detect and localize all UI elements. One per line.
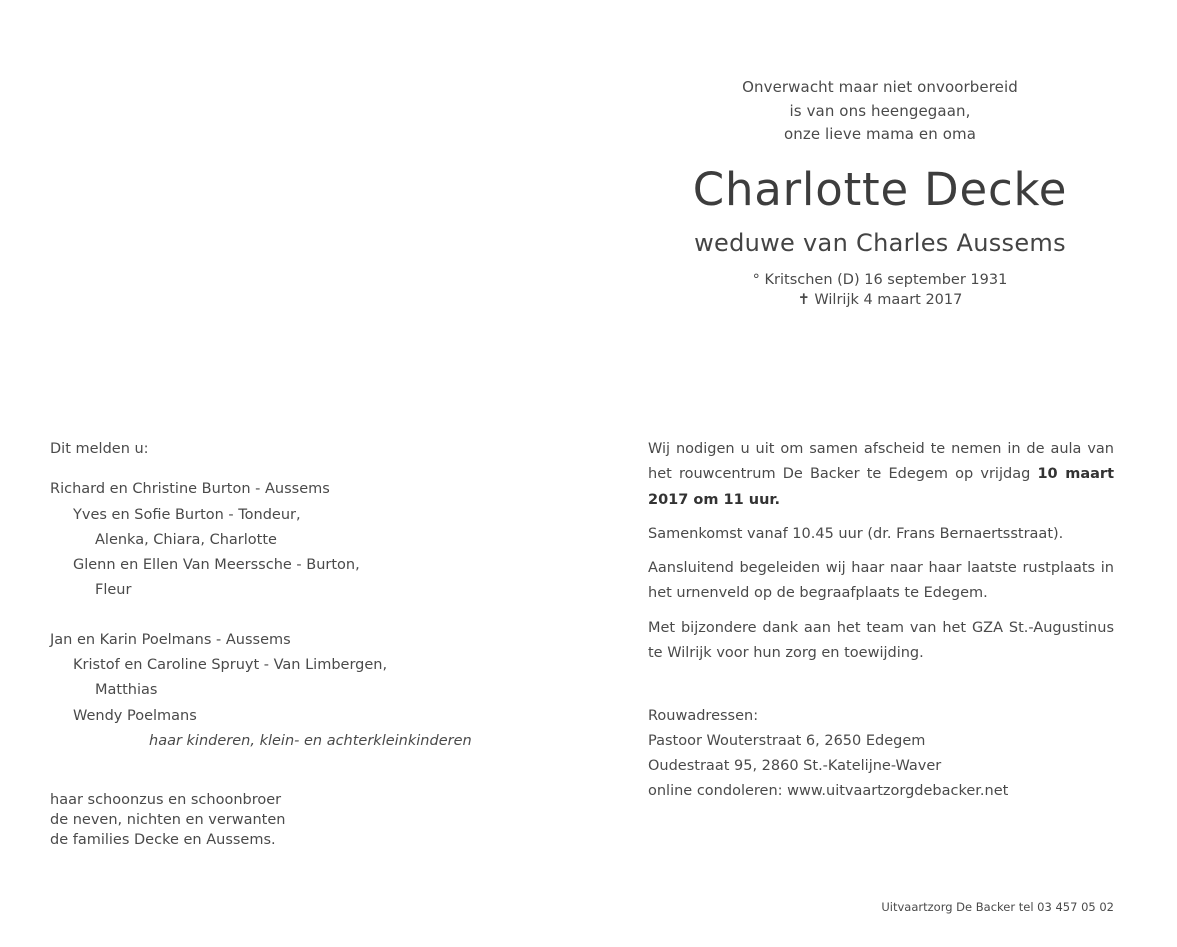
deceased-name: Charlotte Decke [692, 162, 1068, 216]
burial-paragraph: Aansluitend begeleiden wij haar naar haar laatste rustplaats in het urnenveld op de begraafplaats te Edegem. [648, 560, 1114, 602]
mourning-addresses [648, 704, 1114, 804]
child-couple: Yves en Sofie Burton - Tondeur, [73, 506, 301, 523]
cross-icon: ✝ [797, 291, 810, 308]
invitation-paragraph [648, 437, 1114, 513]
address-line: Pastoor Wouterstraat 6, 2650 Edegem [648, 733, 926, 750]
other-relatives: de families Decke en Aussems. [50, 832, 276, 849]
addresses-title: Rouwadressen: [648, 708, 759, 725]
family-head: Jan en Karin Poelmans - Aussems [50, 631, 291, 648]
child-couple: Wendy Poelmans [73, 707, 197, 724]
funeral-home-footer: Uitvaartzorg De Backer tel 03 457 05 02 [881, 900, 1114, 914]
grandchildren: Matthias [95, 682, 158, 699]
child-couple: Kristof en Caroline Spruyt - Van Limbergen, [73, 657, 388, 674]
death-date: Wilrijk 4 maart 2017 [814, 291, 963, 308]
family-list [50, 437, 570, 850]
online-label: online condoleren: [648, 783, 783, 800]
birth-date: ° Kritschen (D) 16 september 1931 [752, 271, 1008, 288]
other-relatives: haar schoonzus en schoonbroer [50, 792, 282, 809]
gathering-paragraph: Samenkomst vanaf 10.45 uur (dr. Frans Bernaertsstraat). [648, 525, 1064, 542]
grandchildren: Fleur [95, 582, 132, 599]
intro-line: is van ons heengegaan, [789, 101, 971, 120]
widow-of-subtitle: weduwe van Charles Aussems [694, 228, 1066, 257]
intro-line: onze lieve mama en oma [783, 125, 977, 143]
condolence-website-link[interactable]: www.uitvaartzorgdebacker.net [787, 783, 1009, 800]
intro-line: Onverwacht maar niet onvoorbereid [742, 78, 1018, 96]
family-intro: Dit melden u: [50, 441, 149, 457]
online-condolences [648, 779, 1114, 804]
announcement-header [640, 76, 1120, 310]
thanks-paragraph: Met bijzondere dank aan het team van het GZA St.-Augustinus te Wilrijk voor hun zorg en toewijding. [648, 619, 1114, 662]
death-date-line [640, 290, 1120, 310]
address-line: Oudestraat 95, 2860 St.-Katelijne-Waver [648, 758, 942, 775]
child-couple: Glenn en Ellen Van Meerssche - Burton, [73, 557, 360, 574]
family-head: Richard en Christine Burton - Aussems [50, 481, 330, 498]
grandchildren: Alenka, Chiara, Charlotte [95, 531, 277, 548]
invitation-text: Wij nodigen u uit om samen afscheid te nemen in de aula van het rouwcentrum De Backer te Edegem op vrijdag [648, 441, 1114, 483]
ceremony-date-time: 10 maart 2017 om 11 uur. [648, 466, 1115, 508]
descendants-caption: haar kinderen, klein- en achterkleinkinderen [149, 732, 472, 749]
ceremony-info [648, 437, 1114, 804]
life-dates [640, 270, 1120, 310]
other-relatives: de neven, nichten en verwanten [50, 812, 286, 829]
